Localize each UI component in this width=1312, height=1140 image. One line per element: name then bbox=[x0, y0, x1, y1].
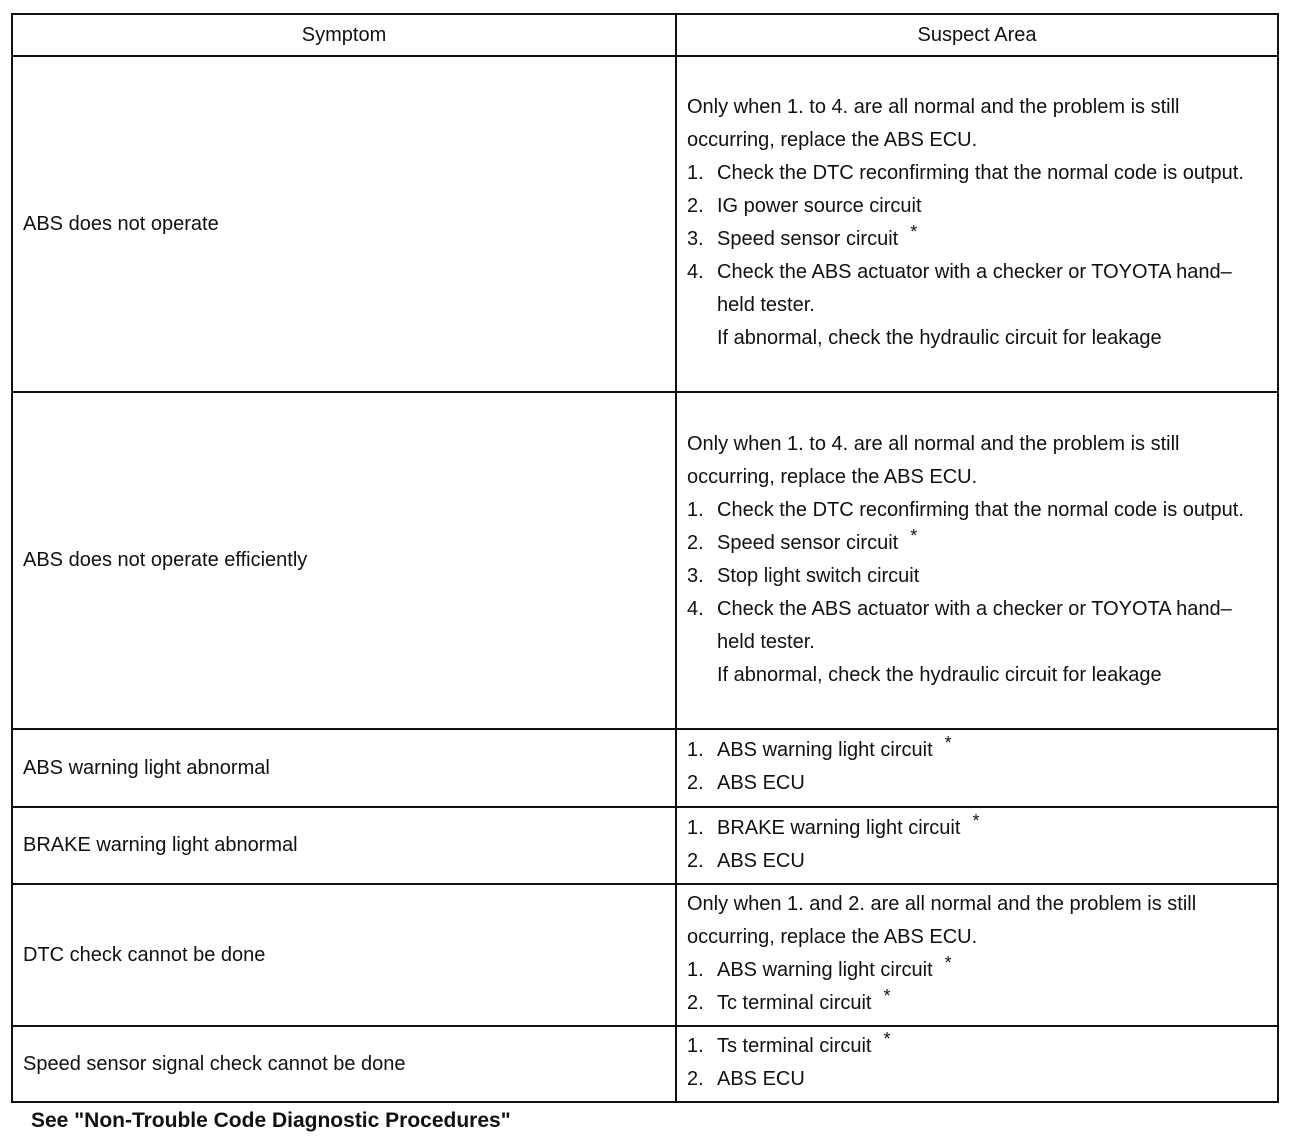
list-item bbox=[687, 845, 1267, 878]
suspect-area-list bbox=[687, 494, 1267, 692]
item-text: Stop light switch circuit bbox=[717, 564, 920, 587]
header-row bbox=[12, 14, 1278, 56]
item-number: 1. bbox=[687, 162, 704, 184]
suspect-area-cell bbox=[676, 56, 1278, 392]
suspect-area-list bbox=[687, 734, 1267, 800]
item-number: 4. bbox=[687, 261, 704, 283]
symptom-cell: ABS does not operate efficiently bbox=[12, 392, 676, 729]
suspect-area-header: Suspect Area bbox=[676, 14, 1278, 56]
item-number: 1. bbox=[687, 816, 704, 839]
symptom-cell: ABS does not operate bbox=[12, 56, 676, 392]
item-number: 2. bbox=[687, 992, 704, 1014]
list-item bbox=[687, 767, 1267, 800]
suspect-area-preamble: Only when 1. and 2. are all normal and the problem is still occurring, replace the ABS ECU. bbox=[687, 893, 1197, 948]
list-item bbox=[687, 527, 1267, 560]
table-row bbox=[12, 729, 1278, 807]
suspect-area-cell bbox=[676, 392, 1278, 729]
list-item bbox=[687, 987, 1267, 1020]
list-item bbox=[687, 256, 1267, 355]
list-item bbox=[687, 560, 1267, 593]
item-text: Tc terminal circuit bbox=[717, 992, 872, 1014]
suspect-area-list bbox=[687, 954, 1267, 1020]
symptom-cell: Speed sensor signal check cannot be done bbox=[12, 1026, 676, 1102]
asterisk-marker: * bbox=[972, 810, 980, 831]
suspect-area-cell bbox=[676, 729, 1278, 807]
suspect-area-list bbox=[687, 1030, 1267, 1096]
symptom-cell: ABS warning light abnormal bbox=[12, 729, 676, 807]
item-text: IG power source circuit bbox=[717, 195, 922, 217]
item-text: Check the ABS actuator with a checker or TOYOTA hand–held tester. bbox=[717, 261, 1232, 316]
list-item bbox=[687, 593, 1267, 692]
item-text: ABS warning light circuit bbox=[717, 959, 933, 981]
item-number: 2. bbox=[687, 849, 704, 872]
list-item bbox=[687, 223, 1267, 256]
item-text: BRAKE warning light circuit bbox=[717, 816, 961, 839]
item-subnote: If abnormal, check the hydraulic circuit for leakage bbox=[717, 663, 1162, 686]
table-row bbox=[12, 392, 1278, 729]
list-item bbox=[687, 954, 1267, 987]
item-number: 2. bbox=[687, 1068, 704, 1090]
item-text: Speed sensor circuit bbox=[717, 531, 899, 554]
list-item bbox=[687, 812, 1267, 845]
item-text: Ts terminal circuit bbox=[717, 1035, 872, 1057]
asterisk-marker: * bbox=[883, 986, 891, 1006]
suspect-area-preamble: Only when 1. to 4. are all normal and the problem is still occurring, replace the ABS ECU. bbox=[687, 432, 1180, 488]
suspect-area-cell bbox=[676, 807, 1278, 884]
table-row bbox=[12, 56, 1278, 392]
symptom-table bbox=[11, 13, 1279, 1103]
document bbox=[11, 13, 1277, 1103]
item-number: 4. bbox=[687, 597, 704, 620]
item-number: 2. bbox=[687, 195, 704, 217]
table-row bbox=[12, 1026, 1278, 1102]
suspect-area-list bbox=[687, 812, 1267, 878]
item-number: 3. bbox=[687, 564, 704, 587]
item-number: 1. bbox=[687, 498, 704, 521]
list-item bbox=[687, 1063, 1267, 1096]
item-number: 1. bbox=[687, 739, 704, 761]
asterisk-marker: * bbox=[944, 733, 952, 753]
list-item bbox=[687, 1030, 1267, 1063]
suspect-area-cell bbox=[676, 884, 1278, 1026]
item-number: 1. bbox=[687, 1035, 704, 1057]
asterisk-marker: * bbox=[910, 525, 918, 546]
table-row bbox=[12, 884, 1278, 1026]
list-item bbox=[687, 157, 1267, 190]
asterisk-marker: * bbox=[944, 953, 952, 973]
symptom-cell: BRAKE warning light abnormal bbox=[12, 807, 676, 884]
list-item bbox=[687, 734, 1267, 767]
suspect-area-list bbox=[687, 157, 1267, 355]
list-item bbox=[687, 494, 1267, 527]
item-text: ABS warning light circuit bbox=[717, 739, 933, 761]
item-text: ABS ECU bbox=[717, 772, 805, 794]
item-number: 1. bbox=[687, 959, 704, 981]
suspect-area-cell bbox=[676, 1026, 1278, 1102]
item-number: 3. bbox=[687, 228, 704, 250]
symptom-header: Symptom bbox=[12, 14, 676, 56]
suspect-area-preamble: Only when 1. to 4. are all normal and the problem is still occurring, replace the ABS ECU. bbox=[687, 96, 1180, 151]
table-body bbox=[12, 56, 1278, 1102]
symptom-cell: DTC check cannot be done bbox=[12, 884, 676, 1026]
footnote: See "Non-Trouble Code Diagnostic Procedures" bbox=[31, 1109, 511, 1132]
item-text: Speed sensor circuit bbox=[717, 228, 899, 250]
item-number: 2. bbox=[687, 772, 704, 794]
item-text: ABS ECU bbox=[717, 1068, 805, 1090]
asterisk-marker: * bbox=[883, 1029, 891, 1049]
item-subnote: If abnormal, check the hydraulic circuit for leakage bbox=[717, 327, 1162, 349]
asterisk-marker: * bbox=[910, 222, 918, 242]
list-item bbox=[687, 190, 1267, 223]
table-row bbox=[12, 807, 1278, 884]
item-text: Check the DTC reconfirming that the normal code is output. bbox=[717, 498, 1244, 521]
item-text: Check the DTC reconfirming that the normal code is output. bbox=[717, 162, 1244, 184]
item-number: 2. bbox=[687, 531, 704, 554]
item-text: ABS ECU bbox=[717, 849, 805, 872]
item-text: Check the ABS actuator with a checker or TOYOTA hand–held tester. bbox=[717, 597, 1232, 653]
